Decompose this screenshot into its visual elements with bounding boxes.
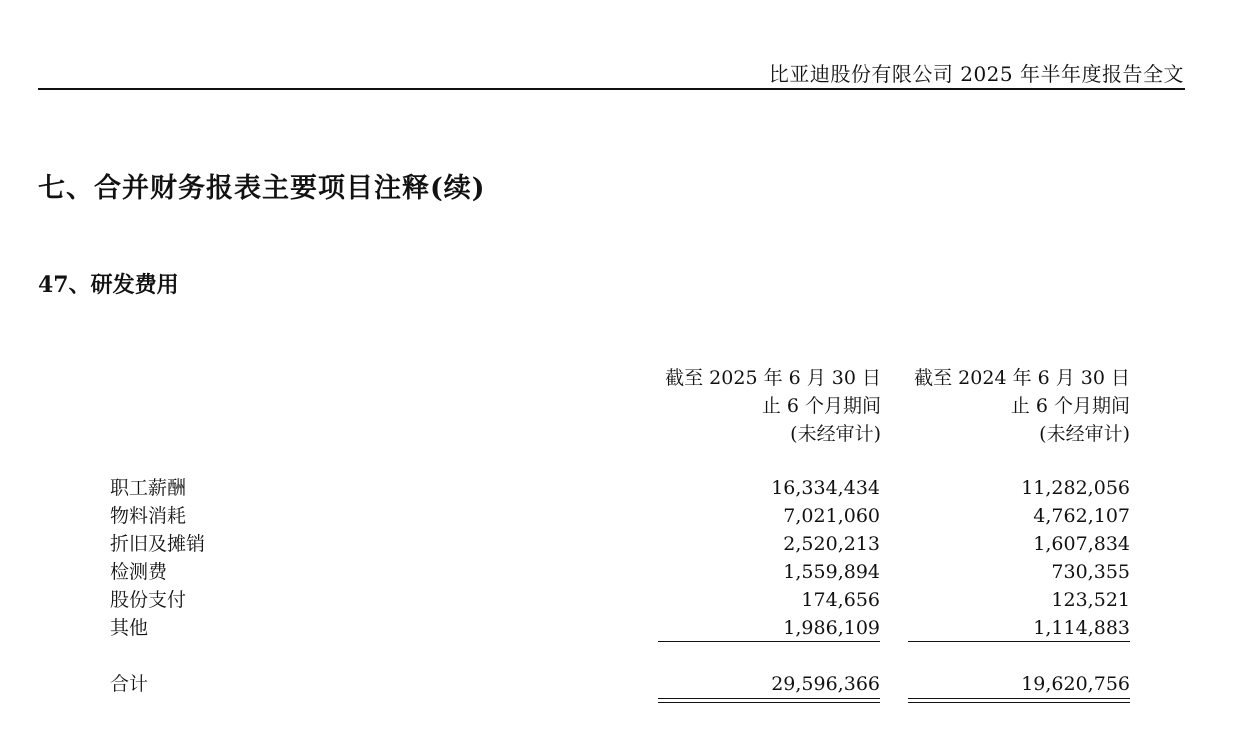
subtotal-rule-2025 <box>658 641 880 642</box>
row-value-2024: 4,762,107 <box>1033 505 1130 527</box>
column-header-2025 <box>621 364 881 448</box>
row-label: 职工薪酬 <box>110 477 187 499</box>
subsection-title: 47、研发费用 <box>38 272 179 298</box>
total-row <box>110 670 1130 698</box>
total-value-2025: 29,596,366 <box>771 673 880 695</box>
column-header-2025-line2: 止 6 个月期间 <box>761 395 881 417</box>
row-label: 物料消耗 <box>110 505 187 527</box>
row-value-2025: 16,334,434 <box>771 477 880 499</box>
row-label: 其他 <box>110 617 149 639</box>
table-row <box>110 558 1130 586</box>
row-value-2025: 174,656 <box>801 589 880 611</box>
table-row <box>110 586 1130 614</box>
row-value-2025: 1,986,109 <box>783 617 880 639</box>
row-value-2024: 730,355 <box>1051 561 1130 583</box>
column-header-2024-line2: 止 6 个月期间 <box>1010 395 1130 417</box>
row-label: 检测费 <box>110 561 168 583</box>
total-label: 合计 <box>110 673 149 695</box>
column-header-2025-line1: 截至 2025 年 6 月 30 日 <box>665 367 881 389</box>
row-value-2024: 1,607,834 <box>1033 533 1130 555</box>
total-value-2024: 19,620,756 <box>1021 673 1130 695</box>
row-value-2024: 123,521 <box>1051 589 1130 611</box>
column-header-2024 <box>870 364 1130 448</box>
row-value-2025: 1,559,894 <box>783 561 880 583</box>
row-value-2024: 1,114,883 <box>1033 617 1130 639</box>
column-header-2025-line3: (未经审计) <box>790 423 881 445</box>
row-value-2025: 2,520,213 <box>783 533 880 555</box>
subtotal-rule-2024 <box>908 641 1130 642</box>
row-value-2024: 11,282,056 <box>1021 477 1130 499</box>
column-header-2024-line3: (未经审计) <box>1039 423 1130 445</box>
table-row <box>110 474 1130 502</box>
section-title: 七、合并财务报表主要项目注释(续) <box>38 173 486 204</box>
table-row <box>110 614 1130 642</box>
column-header-2024-line1: 截至 2024 年 6 月 30 日 <box>914 367 1130 389</box>
header-divider <box>38 88 1185 90</box>
row-label: 股份支付 <box>110 589 187 611</box>
total-double-rule-2025 <box>658 698 880 703</box>
row-value-2025: 7,021,060 <box>783 505 880 527</box>
table-row <box>110 502 1130 530</box>
table-row <box>110 530 1130 558</box>
row-label: 折旧及摊销 <box>110 533 206 555</box>
report-header-title: 比亚迪股份有限公司 2025 年半年度报告全文 <box>768 62 1184 86</box>
total-double-rule-2024 <box>908 698 1130 703</box>
